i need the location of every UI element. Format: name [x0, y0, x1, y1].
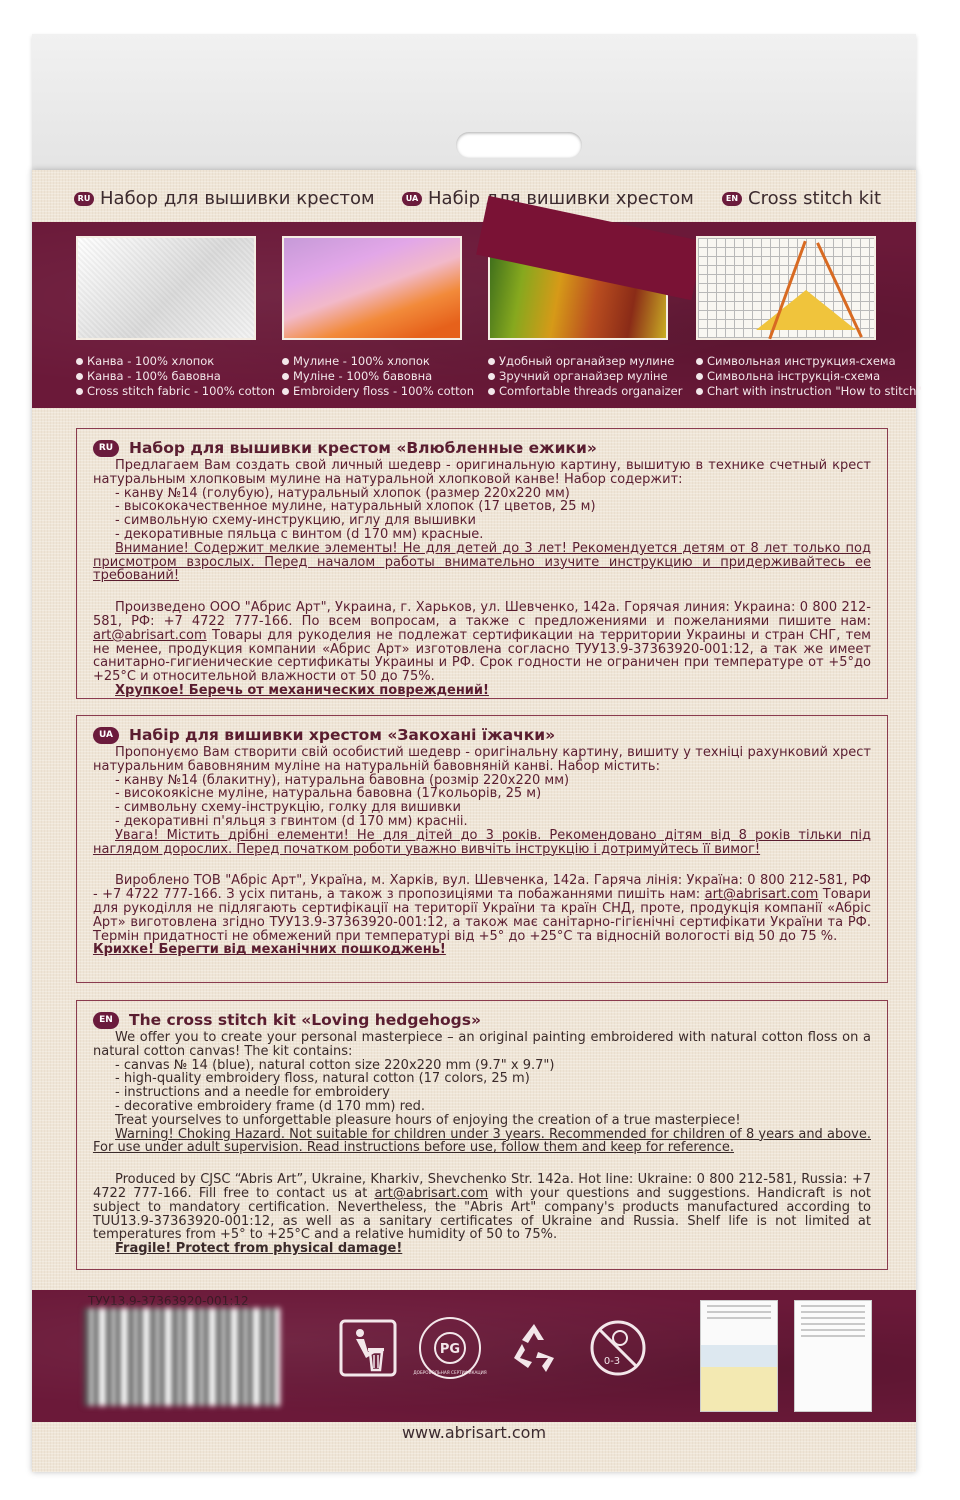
feature-floss — [282, 236, 474, 399]
feature-fabric — [76, 236, 275, 399]
ru-badge: RU — [74, 192, 94, 206]
feature-line: Символьна інструкція-схема — [696, 369, 910, 384]
ru-fragile: Хрупкое! Беречь от механических повреждений! — [115, 682, 489, 698]
ru-title-text: Набор для вышивки крестом «Влюбленные ежики» — [129, 439, 597, 457]
feature-line: Chart with instruction "How to stitch" — [696, 384, 910, 399]
feature-line: Мулине - 100% хлопок — [282, 354, 468, 369]
bullet-icon — [282, 358, 289, 365]
en-producer: Produced by CJSC “Abris Art”, Ukraine, Kharkiv, Shevchenko Str. 142a. Hot line: Ukraine: 0 800 212-581, Russia: +7 4722 777-166. Fill free to contact us at art@abrisart.com with your questions and suggestions. Handicraft is not subject to mandatory certification. Nevertheless, the "Abris Art" company's products manufactured according to TUU13.9-37363920-001:12, as well as a sanitary certificates of Ukraine and Russia. Shelf life is not limited at temperatures from +5° to +25°C and a relative humidity of 50 to 75%. — [93, 1172, 872, 1243]
bullet-icon — [282, 388, 289, 395]
ru-item: - символьную схему-инструкцию, иглу для вышивки — [115, 513, 476, 529]
package-back — [32, 170, 922, 1472]
features-band — [32, 222, 922, 408]
panel-ua — [76, 715, 888, 983]
en-treat: Treat yourselves to unforgettable pleasure hours of enjoying the creation of a true masterpiece! — [115, 1112, 741, 1128]
en-badge: EN — [722, 192, 742, 206]
header-en — [722, 188, 881, 209]
panel-en-title — [93, 1011, 871, 1029]
ua-title-text: Набір для вишивки хрестом «Закохані їжачки» — [129, 726, 556, 744]
feature-line: Comfortable threads organaizer — [488, 384, 674, 399]
ua-warning: Увага! Містить дрібні елементи! Не для дітей до 3 років. Рекомендовано дітям від 8 років тільки під наглядом дорослих. Перед початком роботи уважно вивчіть інструкцію і дотримуйтесь її вимог! — [93, 827, 871, 857]
chart-photo — [696, 236, 876, 340]
panel-en — [76, 1000, 888, 1270]
pg-mark: PG — [439, 1342, 461, 1357]
header-ru — [74, 188, 375, 209]
feature-line: Канва - 100% бавовна — [76, 369, 262, 384]
ru-producer: Произведено ООО "Абрис Арт", Украина, г. Харьков, ул. Шевченко, 142а. Горячая линия: Украина: 0 800 212-581, РФ: +7 4722 777-166. По всем вопросам, а также с предложениями и пожеланиями пишите нам: art@abrisart.com Товары для рукоделия не подлежат сертификации на территории Украины и стран СНГ, тем не менее, продукция компании «Абрис Арт» изготовлена согласно ТУУ13.9-37363920-001:12, а так же имеет санитарно-гигиенические сертификаты Украины и РФ. Срок годности не ограничен при температуре от +5°до +25°С и относительной влажности от 50 до 75%. — [93, 600, 871, 685]
ru-warning: Внимание! Содержит мелкие элементы! Не для детей до 3 лет! Рекомендуется детям от 8 лет только под присмотром взрослых. Перед началом работы внимательно изучите инструкцию и придерживайтесь ее требований! — [93, 540, 871, 584]
feature-line: Cross stitch fabric - 100% cotton — [76, 384, 262, 399]
website-link[interactable]: www.abrisart.com — [401, 1423, 547, 1442]
bullet-icon — [696, 373, 703, 380]
ru-item: - канву №14 (голубую), натуральный хлопок (размер 220х220 мм) — [115, 485, 570, 501]
barcode — [84, 1308, 280, 1406]
header-en-label: Cross stitch kit — [748, 188, 882, 209]
bullet-icon — [696, 388, 703, 395]
hang-hole — [456, 132, 582, 158]
ua-fragile: Крихке! Берегти від механічних пошкоджень! — [93, 942, 446, 958]
feature-chart — [696, 236, 922, 399]
bullet-icon — [76, 388, 83, 395]
panel-ru-title — [93, 439, 871, 457]
ru-item: - высококачественное мулине, натуральный хлопок (17 цветов, 25 м) — [115, 499, 596, 515]
ru-item: - декоративные пяльца с винтом (d 170 мм) красные. — [115, 526, 484, 542]
feature-line: Канва - 100% хлопок — [76, 354, 262, 369]
header-ua — [402, 188, 694, 209]
feature-line: Embroidery floss - 100% cotton — [282, 384, 468, 399]
footer-band — [32, 1290, 916, 1422]
feature-line: Зручний органайзер муліне — [488, 369, 674, 384]
age-mark: 0-3 — [603, 1356, 621, 1367]
bullet-icon — [488, 358, 495, 365]
feature-line: Удобный органайзер мулине — [488, 354, 674, 369]
header-ua-label: Набір для вишивки хрестом — [428, 188, 694, 209]
ua-title-badge: UA — [93, 727, 119, 744]
language-headers — [32, 188, 916, 216]
pg-label: ДОБРОВОЛЬНАЯ СЕРТИФИКАЦИЯ — [413, 1370, 487, 1375]
ua-producer: Вироблено ТОВ "Абріс Арт", Україна, м. Харків, вул. Шевченка, 142а. Гаряча лінія: Україна: 0 800 212-581, РФ - +7 4722 777-166. З усіх питань, а також з пропозиціями та побажаннями пишіть нам: art@abrisart.com Товари для рукоділля не підлягають сертифікації на території України та країн СНД, проте, продукція компанії «Абріс Арт» виготовлена згідно ТУУ13.9-37363920-001:12, а також має санітарно-гігієнічні сертифікати України та РФ. Термін придатності не обмежений при температурі від +5° до +25°С та відносній вологості від 50 до 75 %. — [93, 873, 871, 944]
ru-email-link[interactable]: art@abrisart.com — [93, 627, 207, 643]
ua-badge: UA — [402, 192, 422, 206]
bullet-icon — [282, 373, 289, 380]
bullet-icon — [488, 373, 495, 380]
recycle-bin-icon — [338, 1318, 398, 1378]
panel-ua-title — [93, 726, 871, 744]
en-title-text: The cross stitch kit «Loving hedgehogs» — [129, 1011, 481, 1029]
en-intro: We offer you to create your personal masterpiece – an original painting embroidered with natural cotton floss on a natural cotton canvas! The kit contains: — [93, 1030, 871, 1059]
ua-email-link[interactable]: art@abrisart.com — [704, 887, 819, 903]
en-warning: Warning! Choking Hazard. Not suitable for children under 3 years. Recommended for children of 8 years and above. For use under adult supervision. Read instructions before use, follow them and keep for reference. — [93, 1126, 871, 1156]
en-item: - decorative embroidery frame (d 170 mm) red. — [115, 1098, 426, 1114]
hanger-strip — [32, 34, 916, 170]
recycle-icon — [504, 1318, 564, 1378]
en-item: - high-quality embroidery floss, natural cotton (17 colors, 25 m) — [115, 1071, 530, 1087]
feature-line: Символьная инструкция-схема — [696, 354, 910, 369]
en-item: - instructions and a needle for embroidery — [115, 1085, 390, 1101]
floss-photo — [282, 236, 462, 340]
ua-item: - канву №14 (блакитну), натуральна бавовна (розмір 220х220 мм) — [115, 772, 570, 788]
header-ru-label: Набор для вышивки крестом — [100, 188, 375, 209]
ua-item: - декоративні п'яльця з гвинтом (d 170 мм) красніі. — [115, 813, 468, 829]
barcode-code: ТУУ13.9-37363920-001:12 — [88, 1294, 249, 1308]
certificate-russia — [794, 1300, 872, 1412]
ru-intro: Предлагаем Вам создать свой личный шедевр - оригинальную картину, вышитую в технике счетный крест натуральным хлопковым мулине на натуральной хлопковой канве! Набор содержит: — [93, 458, 871, 487]
bullet-icon — [696, 358, 703, 365]
bullet-icon — [76, 358, 83, 365]
feature-line: Муліне - 100% бавовна — [282, 369, 468, 384]
en-item: - canvas № 14 (blue), natural cotton size 220x220 mm (9.7" x 9.7") — [115, 1057, 555, 1073]
certificate-ukraine — [700, 1300, 778, 1412]
panel-ru — [76, 428, 888, 699]
age-warning-icon — [588, 1318, 648, 1378]
en-email-link[interactable]: art@abrisart.com — [374, 1185, 489, 1201]
pg-certification-icon — [413, 1316, 487, 1380]
feature-organizer — [488, 236, 683, 399]
organizer-photo — [488, 236, 668, 340]
en-title-badge: EN — [93, 1012, 119, 1029]
en-fragile: Fragile! Protect from physical damage! — [115, 1241, 403, 1257]
bullet-icon — [76, 373, 83, 380]
ru-title-badge: RU — [93, 440, 119, 457]
ua-item: - високоякісне муліне, натуральна бавовна (17кольорів, 25 м) — [115, 786, 542, 802]
fabric-photo — [76, 236, 256, 340]
bullet-icon — [488, 388, 495, 395]
ua-intro: Пропонуємо Вам створити свій особистий шедевр - оригінальну картину, вишиту у техніці рахунковий хрест натуральним бавовняним муліне на натуральній бавовняній канві. Набор містить: — [93, 745, 871, 774]
ua-item: - символьну схему-інструкцію, голку для вишивки — [115, 800, 461, 816]
